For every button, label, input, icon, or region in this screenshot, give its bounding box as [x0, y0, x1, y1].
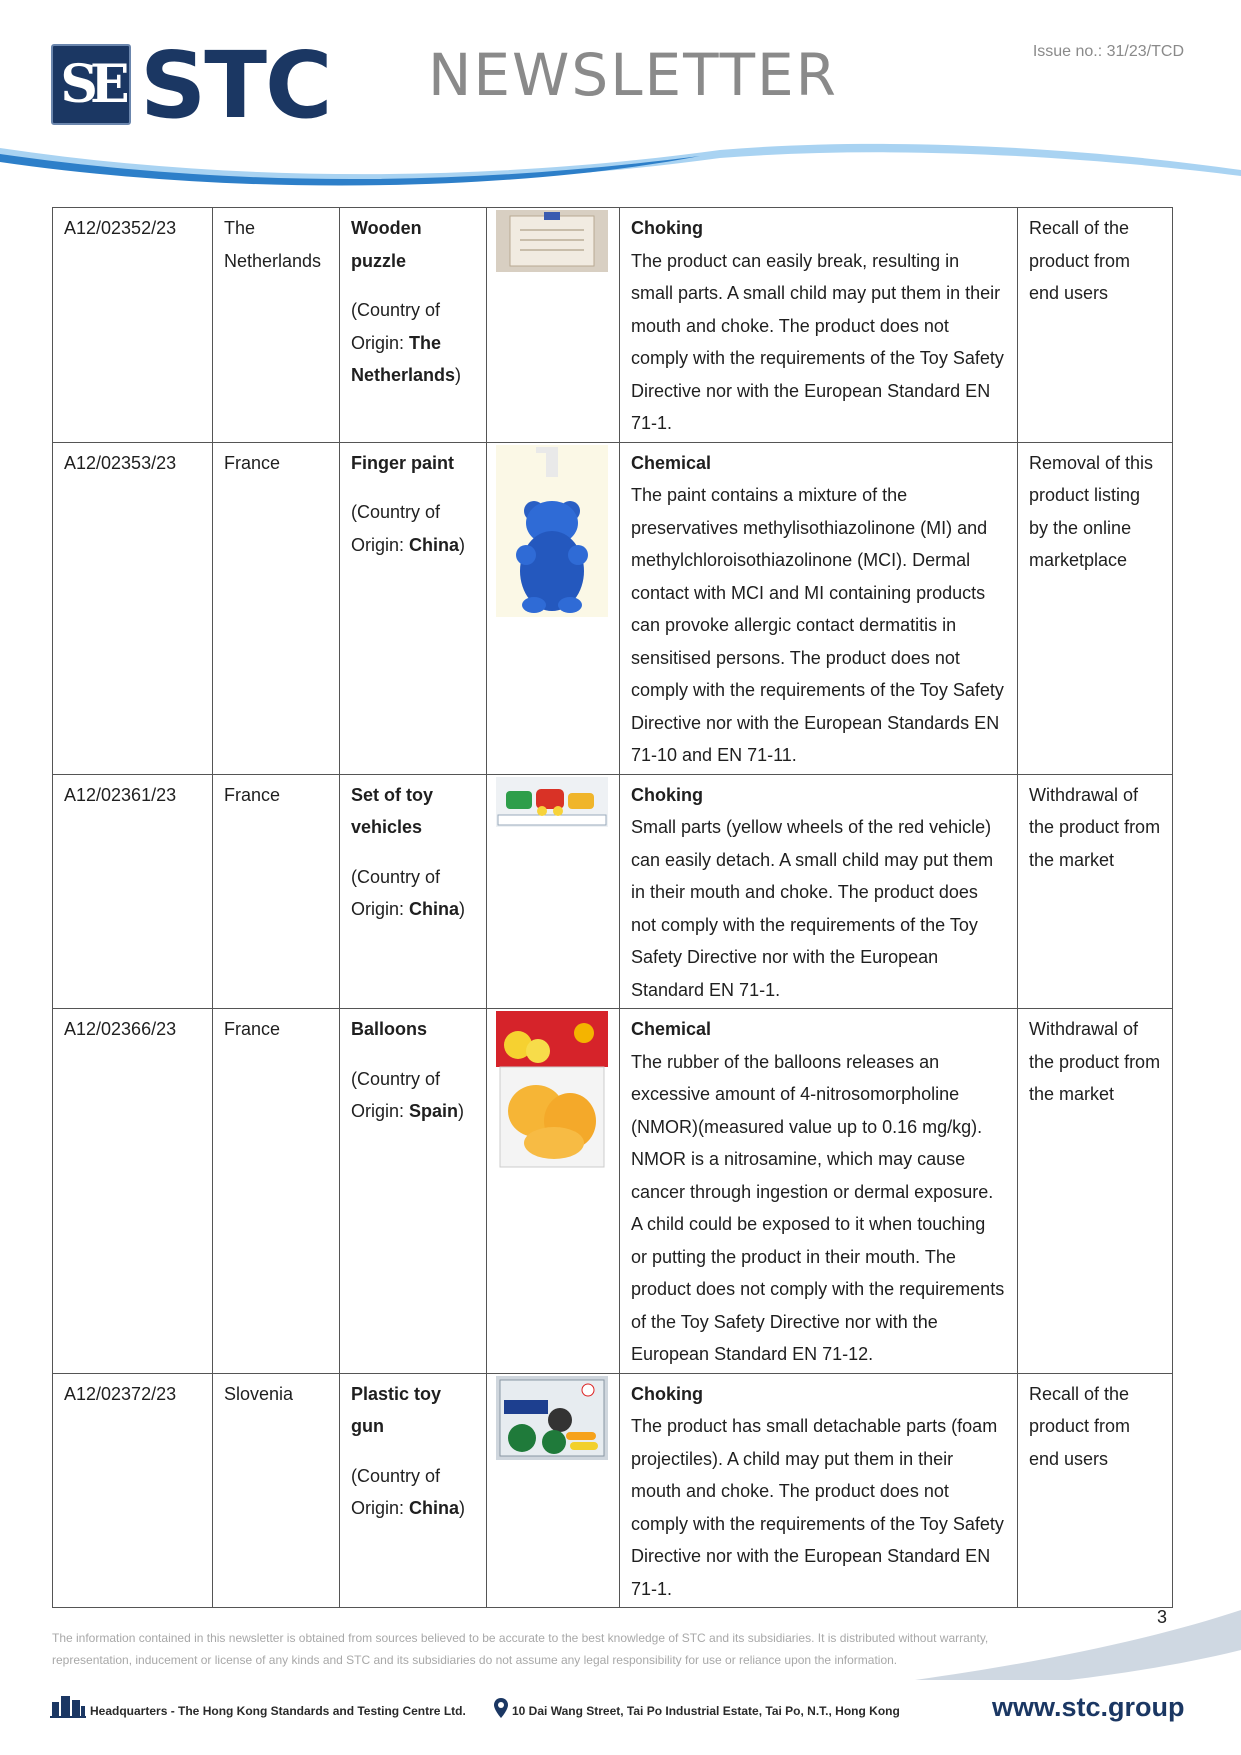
risk-cell — [620, 1373, 1018, 1608]
product-name: Plastic toy gun — [351, 1383, 442, 1436]
risk-description: Small parts (yellow wheels of the red vehicle) can easily detach. A small child may put them in their mouth and choke. The product does not comply with the requirements of the Toy Safety Directive nor with the European Standard EN 71-1. — [631, 817, 994, 1000]
product-cell — [340, 1009, 487, 1374]
country-cell — [213, 1373, 340, 1608]
measures-taken: Recall of the product from end users — [1029, 218, 1131, 303]
balloons-photo — [496, 1011, 608, 1169]
country-of-origin — [351, 496, 475, 561]
measures-taken: Withdrawal of the product from the market — [1029, 1019, 1161, 1104]
product-name: Finger paint — [351, 452, 454, 473]
recall-row — [53, 1009, 1173, 1374]
disclaimer-text: The information contained in this newsletter is obtained from sources believed to be accurate to the best knowledge of STC and its subsidiaries. It is distributed without warranty, representation, inducement or license of any kinds and STC and its subsidiaries do not assume any legal responsibility for use or reliance upon the information. — [52, 1631, 989, 1667]
risk-type: Chemical — [631, 452, 712, 473]
origin-close: ) — [459, 1498, 466, 1518]
recall-row — [53, 1373, 1173, 1608]
address-text: 10 Dai Wang Street, Tai Po Industrial Estate, Tai Po, N.T., Hong Kong — [512, 1704, 900, 1718]
reference-number: A12/02361/23 — [64, 784, 177, 805]
reference-cell — [53, 1009, 213, 1374]
reference-cell — [53, 1373, 213, 1608]
country-of-origin — [351, 861, 475, 926]
measure-cell — [1018, 208, 1173, 443]
reference-cell — [53, 774, 213, 1009]
stc-logo-mark: SE — [51, 44, 131, 125]
risk-description: The product has small detachable parts (foam projectiles). A child may put them in their mouth and choke. The product does not comply with the requirements of the Toy Safety Directive nor with the European Standard EN 71-1. — [631, 1416, 1004, 1599]
recall-row — [53, 442, 1173, 774]
origin-label: (Country of Origin: — [351, 1068, 441, 1121]
notifying-country: France — [224, 1019, 281, 1039]
issue-number: Issue no.: 31/23/TCD — [1032, 43, 1184, 60]
measure-cell — [1018, 1373, 1173, 1608]
country-cell — [213, 774, 340, 1009]
reference-cell — [53, 208, 213, 443]
risk-type: Choking — [631, 218, 703, 238]
toy-gun-photo — [496, 1376, 608, 1460]
origin-close: ) — [459, 534, 466, 555]
risk-cell — [620, 774, 1018, 1009]
country-of-origin — [351, 1460, 475, 1525]
finger-paint-photo — [496, 445, 608, 617]
measure-cell — [1018, 774, 1173, 1009]
product-cell — [340, 442, 487, 774]
measures-taken: Recall of the product from end users — [1029, 1383, 1131, 1469]
recall-table — [52, 207, 1173, 1608]
notifying-country: France — [224, 452, 281, 473]
headquarters-text: Headquarters - The Hong Kong Standards and Testing Centre Ltd. — [90, 1704, 466, 1718]
notifying-country: France — [224, 784, 281, 805]
footer-swoosh-decoration — [0, 1590, 1241, 1680]
product-image-cell — [487, 442, 620, 774]
reference-number: A12/02353/23 — [64, 452, 177, 473]
product-image-cell — [487, 208, 620, 443]
newsletter-title: NEWSLETTER — [428, 41, 838, 109]
notifying-country: The Netherlands — [224, 218, 322, 271]
wooden-puzzle-photo — [496, 210, 608, 272]
risk-description: The product can easily break, resulting in small parts. A small child may put them in their mouth and choke. The product does not comply with the requirements of the Toy Safety Directive nor with the European Standard EN 71-1. — [631, 250, 1004, 433]
notifying-country: Slovenia — [224, 1383, 294, 1404]
reference-number: A12/02352/23 — [64, 218, 177, 238]
product-cell — [340, 774, 487, 1009]
recall-row — [53, 208, 1173, 443]
product-cell — [340, 1373, 487, 1608]
country-cell — [213, 208, 340, 443]
reference-cell — [53, 442, 213, 774]
risk-type: Chemical — [631, 1019, 712, 1039]
origin-country: China — [409, 899, 460, 919]
recall-row — [53, 774, 1173, 1009]
origin-label: (Country of Origin: — [351, 502, 441, 555]
risk-type: Choking — [631, 784, 703, 805]
product-image-cell — [487, 774, 620, 1009]
map-pin-icon — [494, 1698, 508, 1718]
risk-cell — [620, 1009, 1018, 1374]
risk-description: The paint contains a mixture of the preservatives methylisothiazolinone (MI) and methylchloroisothiazolinone (MCI). Dermal contact with MCI and MI containing products can provoke allergic contact dermatitis in sensitised persons. The product does not comply with the requirements of the Toy Safety Directive nor with the European Standards EN 71-10 and EN 71-11. — [631, 485, 1004, 765]
risk-type: Choking — [631, 1383, 703, 1404]
website-link[interactable]: www.stc.group — [992, 1692, 1185, 1722]
measures-taken: Withdrawal of the product from the market — [1029, 784, 1161, 870]
product-name: Balloons — [351, 1019, 428, 1039]
product-cell — [340, 208, 487, 443]
origin-label: (Country of Origin: — [351, 300, 441, 353]
measure-cell — [1018, 1009, 1173, 1374]
measure-cell — [1018, 442, 1173, 774]
origin-country: Spain — [409, 1101, 459, 1121]
toy-vehicles-photo — [496, 777, 608, 827]
origin-label: (Country of Origin: — [351, 866, 441, 919]
header-swoosh-decoration — [0, 140, 1241, 200]
origin-country: China — [409, 534, 460, 555]
reference-number: A12/02372/23 — [64, 1383, 177, 1404]
measures-taken: Removal of this product listing by the online marketplace — [1029, 452, 1154, 570]
country-cell — [213, 1009, 340, 1374]
country-cell — [213, 442, 340, 774]
product-name: Wooden puzzle — [351, 218, 422, 271]
newsletter-header — [0, 0, 1241, 200]
origin-label: (Country of Origin: — [351, 1465, 441, 1518]
page-number: 3 — [1157, 1607, 1168, 1627]
product-image-cell — [487, 1373, 620, 1608]
stc-logo-text: STC — [140, 32, 331, 139]
country-of-origin — [351, 1063, 475, 1128]
origin-close: ) — [459, 899, 466, 919]
reference-number: A12/02366/23 — [64, 1019, 177, 1039]
origin-country: The Netherlands — [351, 332, 456, 385]
building-icon — [50, 1694, 86, 1718]
origin-close: ) — [458, 1101, 465, 1121]
origin-country: China — [409, 1498, 460, 1518]
origin-close: ) — [455, 365, 462, 385]
risk-cell — [620, 208, 1018, 443]
risk-cell — [620, 442, 1018, 774]
country-of-origin — [351, 294, 475, 392]
product-image-cell — [487, 1009, 620, 1374]
product-name: Set of toy vehicles — [351, 784, 434, 837]
risk-description: The rubber of the balloons releases an excessive amount of 4-nitrosomorpholine (NMOR)(measured value up to 0.16 mg/kg). NMOR is a nitrosamine, which may cause cancer through ingestion or dermal exposure. A child could be exposed to it when touching or putting the product in their mouth. The product does not comply with the requirements of the Toy Safety Directive nor with the European Standard EN 71-12. — [631, 1051, 1005, 1364]
